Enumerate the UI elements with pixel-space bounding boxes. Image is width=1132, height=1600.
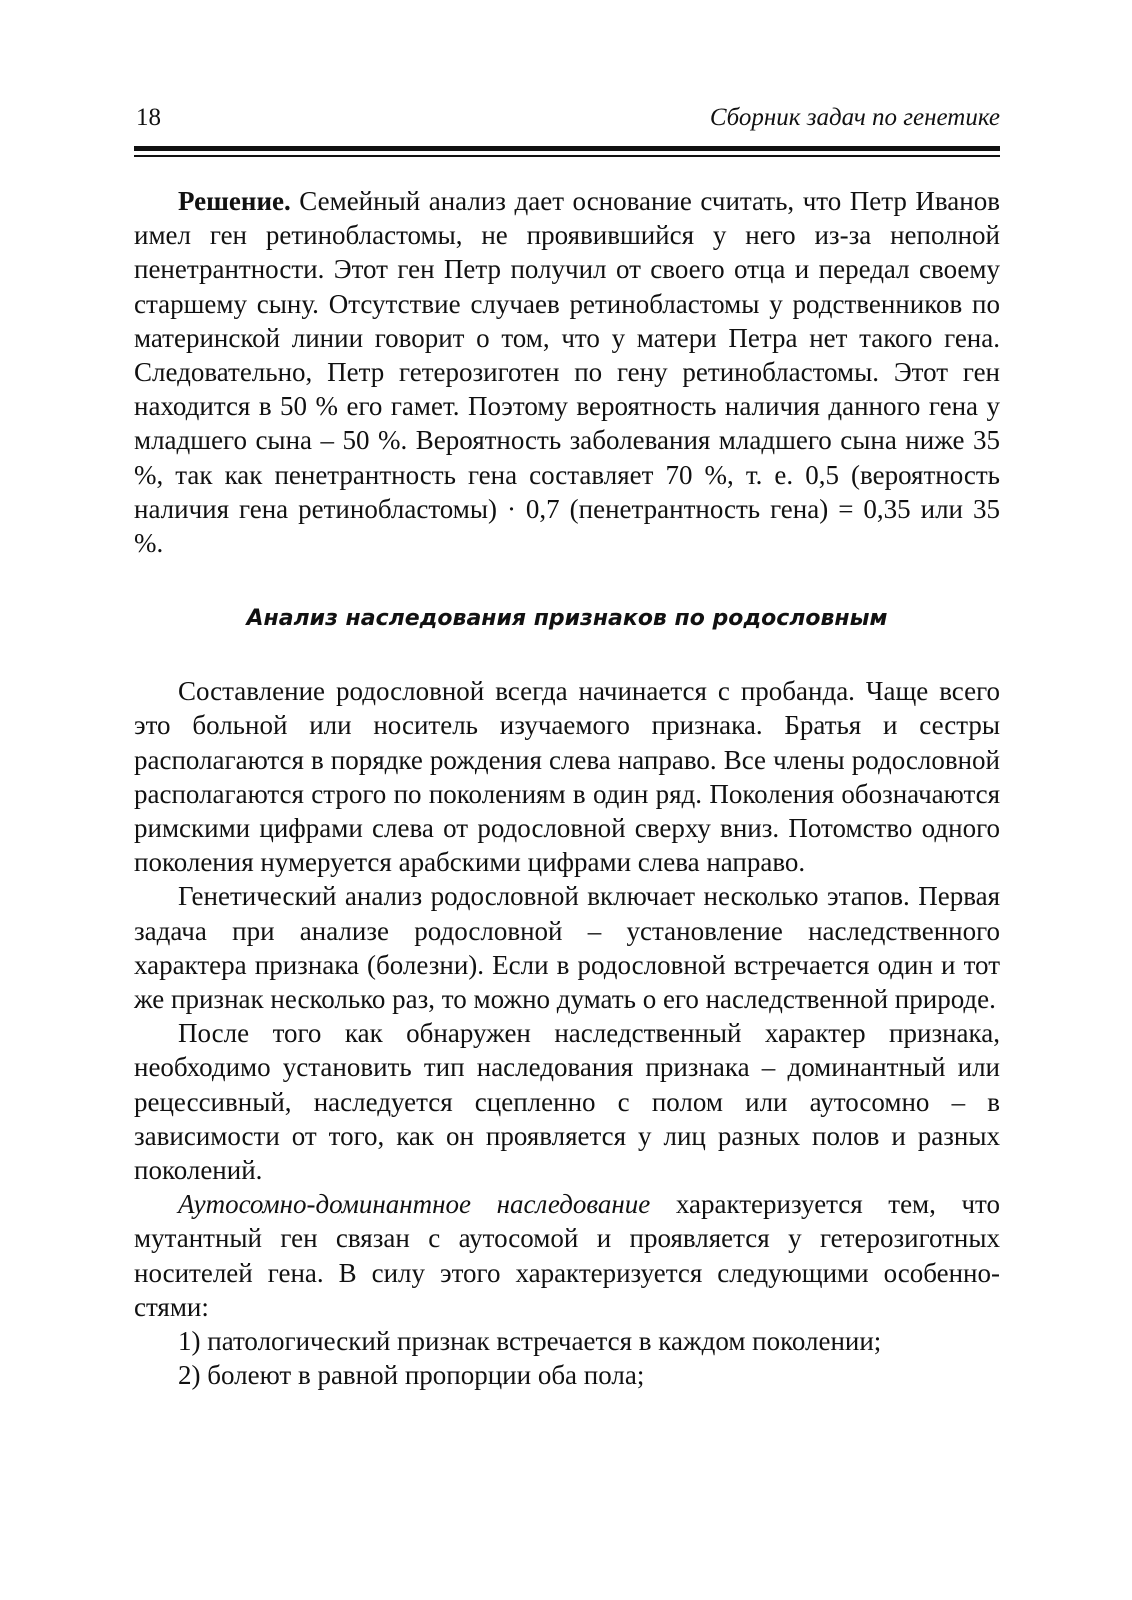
solution-lead: Решение.: [178, 186, 291, 216]
paragraph-inheritance-type: После того как обнаружен наследственный характер признака, необходимо установить тип наследования признака – доминантный или рецессивный, наследуется сцепленно с полом или аутосомно – в зависимости от того, как он проявляется у лиц разных полов и разных поколений.: [134, 1018, 1000, 1186]
header-rule-thick: [134, 146, 1000, 151]
list-item: 1) патологический признак встречается в каждом поколении;: [178, 1326, 882, 1357]
solution-text: Семейный анализ дает основание считать, что Петр Иванов имел ген ретинобластомы, не проявившийся у него из-за неполной пенетрантности. Этот ген Петр получил от своего отца и передал своему старшему сыну. Отсутствие случаев ретинобластомы у родственников по материнской линии говорит о том, что у матери Петра нет такого гена. Следовательно, Петр гетерозиготен по гену ретинобластомы. Этот ген находится в 50 % его гамет. Поэтому вероятность наличия данного гена у младшего сына – 50 %. Вероятность заболевания младшего сына ниже 35 %, так как пенетрантность гена составляет 70 %, т. е. 0,5 (вероятность наличия гена ретинобластомы) · 0,7 (пенетрантность гена) = 0,35 или 35 %.: [134, 186, 1000, 559]
header-rule-thin: [134, 155, 1000, 157]
running-title: Сборник задач по генетике: [709, 104, 1000, 131]
autosomal-dominant-text: характеризуется тем, что мутантный ген связан с аутосомой и проявляется у гетерозиготных носителей гена. В силу этого характеризуется следующими особенностями:: [134, 1189, 1000, 1322]
autosomal-dominant-term: Аутосомно-доминантное наследование: [178, 1189, 651, 1220]
section-heading: Анализ наследования признаков по родословным: [246, 606, 888, 632]
page-header: [134, 100, 1000, 140]
list-item: 2) болеют в равной пропорции оба пола;: [178, 1360, 645, 1391]
solution-paragraph: [134, 184, 1000, 560]
page-number: 18: [136, 104, 161, 131]
paragraph-pedigree-construction: Составление родословной всегда начинается с пробанда. Чаще всего это больной или носитель изучаемого признака. Братья и сестры располагаются в порядке рождения слева направо. Все члены родословной располагаются строго по поколениям в один ряд. Поколения обозначаются римскими цифрами слева от родословной сверху вниз. Потомство одного поколения нумеруется арабскими цифрами слева направо.: [134, 676, 1000, 878]
book-page: [134, 100, 1000, 1391]
paragraph-autosomal-dominant: [134, 1187, 1000, 1324]
paragraph-genetic-analysis: Генетический анализ родословной включает несколько этапов. Первая задача при анализе родословной – установление наследственного характера признака (болезни). Если в родословной встречается один и тот же признак несколько раз, то можно думать о его наследственной природе.: [134, 881, 1000, 1015]
page-content: [134, 184, 1000, 1393]
